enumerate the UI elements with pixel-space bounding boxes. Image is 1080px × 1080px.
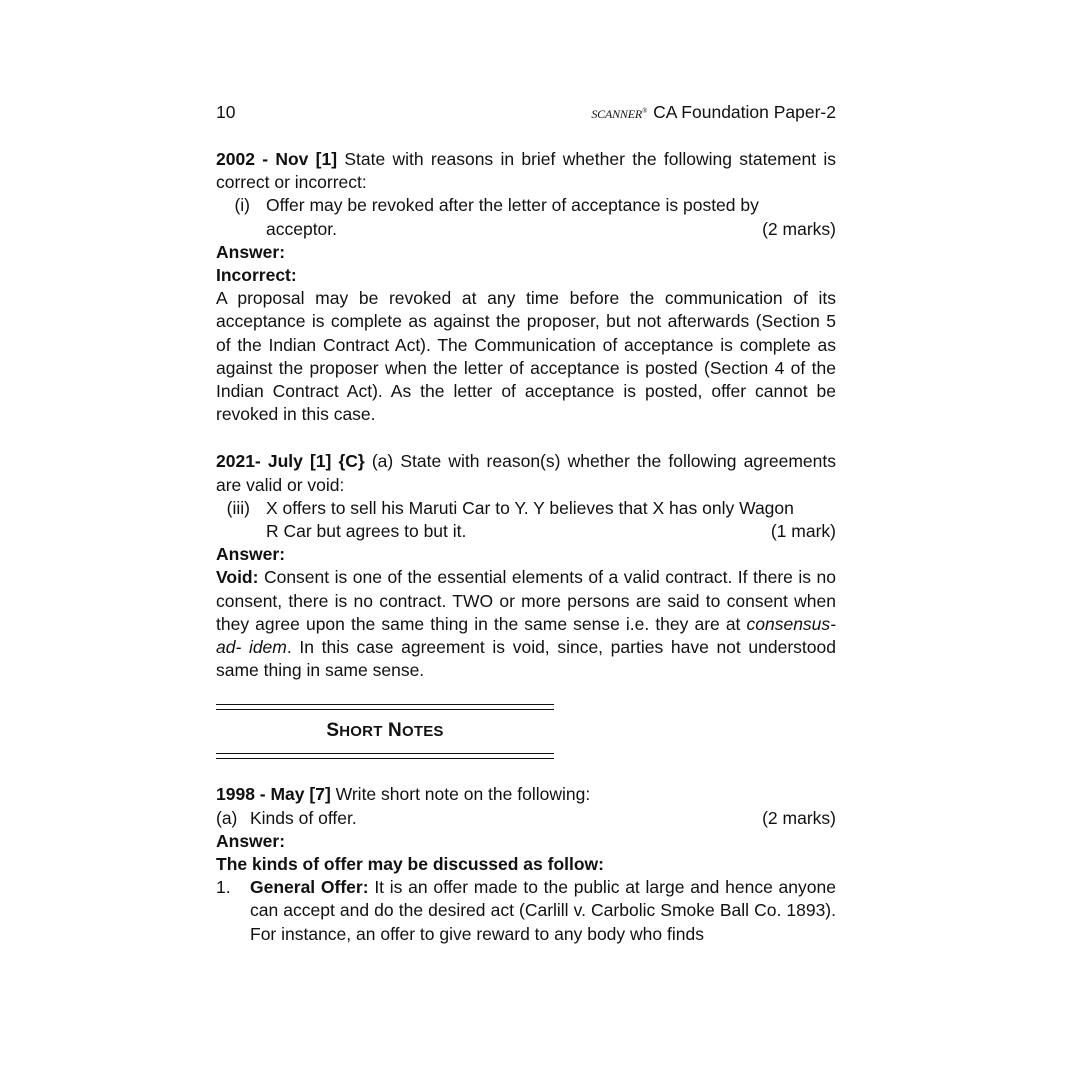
scanner-logo bbox=[591, 100, 647, 126]
q2-item-num: (iii) bbox=[226, 497, 250, 518]
q2-question bbox=[216, 450, 836, 496]
q2-item-body bbox=[266, 497, 836, 543]
q2-answer bbox=[216, 566, 836, 682]
sn-otes: OTES bbox=[401, 723, 444, 741]
list-item-term: General Offer: bbox=[250, 877, 369, 898]
q1-item-line2-text: acceptor. bbox=[266, 218, 338, 239]
heading-rule-bottom bbox=[216, 753, 554, 759]
q1-answer-label: Answer: bbox=[216, 241, 286, 262]
logo-text: SCANNER bbox=[591, 107, 642, 121]
q2-item-line2-text: R Car but agrees to but it. bbox=[266, 521, 467, 542]
q1-verdict: Incorrect: bbox=[216, 265, 297, 286]
sn-hort: HORT bbox=[339, 723, 383, 741]
list-item-text: It is an offer made to the public at large and hence anyone can accept and do the desired act (Carlill v. Carbolic Smoke Ball Co. 1893). For instance, an offer to give reward to any body who finds bbox=[250, 877, 836, 944]
q1-question bbox=[216, 148, 836, 194]
q2-item bbox=[216, 497, 836, 543]
q1-item-num: (i) bbox=[234, 195, 250, 216]
running-header bbox=[216, 100, 836, 126]
page-content bbox=[216, 100, 836, 946]
page-number: 10 bbox=[216, 102, 236, 122]
q1-item-line2 bbox=[266, 218, 836, 241]
q1-item-line1: Offer may be revoked after the letter of acceptance is posted by bbox=[266, 195, 759, 216]
q3-question-text: Write short note on the following: bbox=[335, 784, 591, 805]
q1-question-text: State with reasons in brief whether the following statement is correct or incorrect: bbox=[216, 149, 836, 193]
short-notes-title bbox=[216, 710, 554, 753]
sn-n: N bbox=[388, 720, 402, 742]
logo-mark: ® bbox=[641, 107, 648, 115]
q2-verdict: Void: bbox=[216, 567, 259, 588]
q3-item-text: Kinds of offer. bbox=[250, 807, 357, 828]
q3-item bbox=[216, 807, 836, 830]
q2-question-text: (a) State with reason(s) whether the following agreements are valid or void: bbox=[216, 451, 836, 495]
list-item bbox=[216, 876, 836, 946]
q3-answer-label: Answer: bbox=[216, 830, 286, 851]
q3-item-num: (a) bbox=[216, 807, 238, 828]
q1-item-body bbox=[266, 194, 836, 240]
q2-answer-text-2: . In this case agreement is void, since, parties have not understood same thing in same sense. bbox=[216, 637, 836, 681]
q3-intro: The kinds of offer may be discussed as follow: bbox=[216, 854, 604, 875]
q3-marks: (2 marks) bbox=[762, 807, 836, 828]
q2-answer-text-1: Consent is one of the essential elements of a valid contract. If there is no consent, there is no contract. TWO or more persons are said to consent when they agree upon the same thing in the same sense i.e. they are at bbox=[216, 567, 836, 634]
q1-marks: (2 marks) bbox=[762, 218, 836, 239]
list-item-body bbox=[250, 876, 836, 946]
q1-ref: 2002 - Nov [1] bbox=[216, 149, 338, 169]
q3-item-body bbox=[250, 807, 836, 830]
q2-ref: 2021- July [1] {C} bbox=[216, 451, 365, 472]
q2-answer-italic: consensus-ad- idem bbox=[216, 613, 836, 658]
list-item-num: 1. bbox=[216, 877, 231, 898]
book-title: CA Foundation Paper-2 bbox=[653, 102, 836, 122]
q2-marks: (1 mark) bbox=[770, 521, 836, 542]
q3-question bbox=[216, 783, 836, 806]
q2-item-line2 bbox=[266, 520, 836, 543]
short-notes-heading bbox=[216, 704, 554, 759]
q1-item bbox=[216, 194, 836, 240]
header-right bbox=[591, 100, 836, 126]
q1-answer-text: A proposal may be revoked at any time before the communication of its acceptance is complete as against the proposer, but not afterwards (Section 5 of the Indian Contract Act). The Communication of acceptance is complete as against the proposer when the letter of acceptance is posted (Section 4 of the Indian Contract Act). As the letter of acceptance is posted, offer cannot be revoked in this case. bbox=[216, 288, 836, 425]
q3-ref: 1998 - May [7] bbox=[216, 784, 331, 805]
q2-item-line1: X offers to sell his Maruti Car to Y. Y believes that X has only Wagon bbox=[266, 497, 794, 518]
sn-s: S bbox=[326, 720, 340, 742]
q2-answer-label: Answer: bbox=[216, 544, 286, 565]
